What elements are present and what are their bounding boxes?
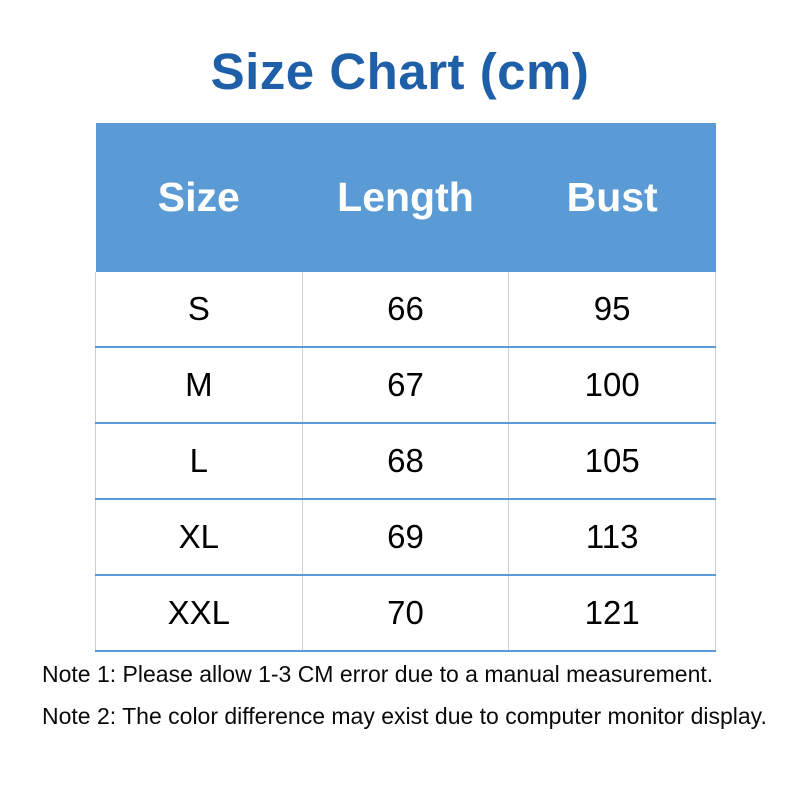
table-row-xl [96, 499, 716, 575]
cell-size: S [96, 272, 303, 347]
cell-size: XL [96, 499, 303, 575]
size-chart-table [95, 123, 716, 652]
cell-bust: 121 [509, 575, 716, 651]
table-row-l [96, 423, 716, 499]
cell-length: 66 [302, 272, 509, 347]
cell-size: M [96, 347, 303, 423]
notes-section [42, 663, 782, 747]
cell-bust: 95 [509, 272, 716, 347]
table-row-s [96, 272, 716, 347]
column-header-size: Size [96, 123, 303, 272]
note-1: Note 1: Please allow 1-3 CM error due to a manual measurement. [42, 661, 714, 687]
cell-length: 67 [302, 347, 509, 423]
cell-bust: 100 [509, 347, 716, 423]
cell-bust: 105 [509, 423, 716, 499]
cell-length: 70 [302, 575, 509, 651]
table-header-row [96, 123, 716, 272]
table-header [96, 123, 716, 272]
table-row-m [96, 347, 716, 423]
cell-length: 68 [302, 423, 509, 499]
table-row-xxl [96, 575, 716, 651]
column-header-bust: Bust [509, 123, 716, 272]
cell-size: XXL [96, 575, 303, 651]
column-header-length: Length [302, 123, 509, 272]
table-body [96, 272, 716, 651]
note-2: Note 2: The color difference may exist due to computer monitor display. [42, 703, 767, 729]
cell-bust: 113 [509, 499, 716, 575]
page-title: Size Chart (cm) [210, 43, 590, 100]
cell-length: 69 [302, 499, 509, 575]
cell-size: L [96, 423, 303, 499]
